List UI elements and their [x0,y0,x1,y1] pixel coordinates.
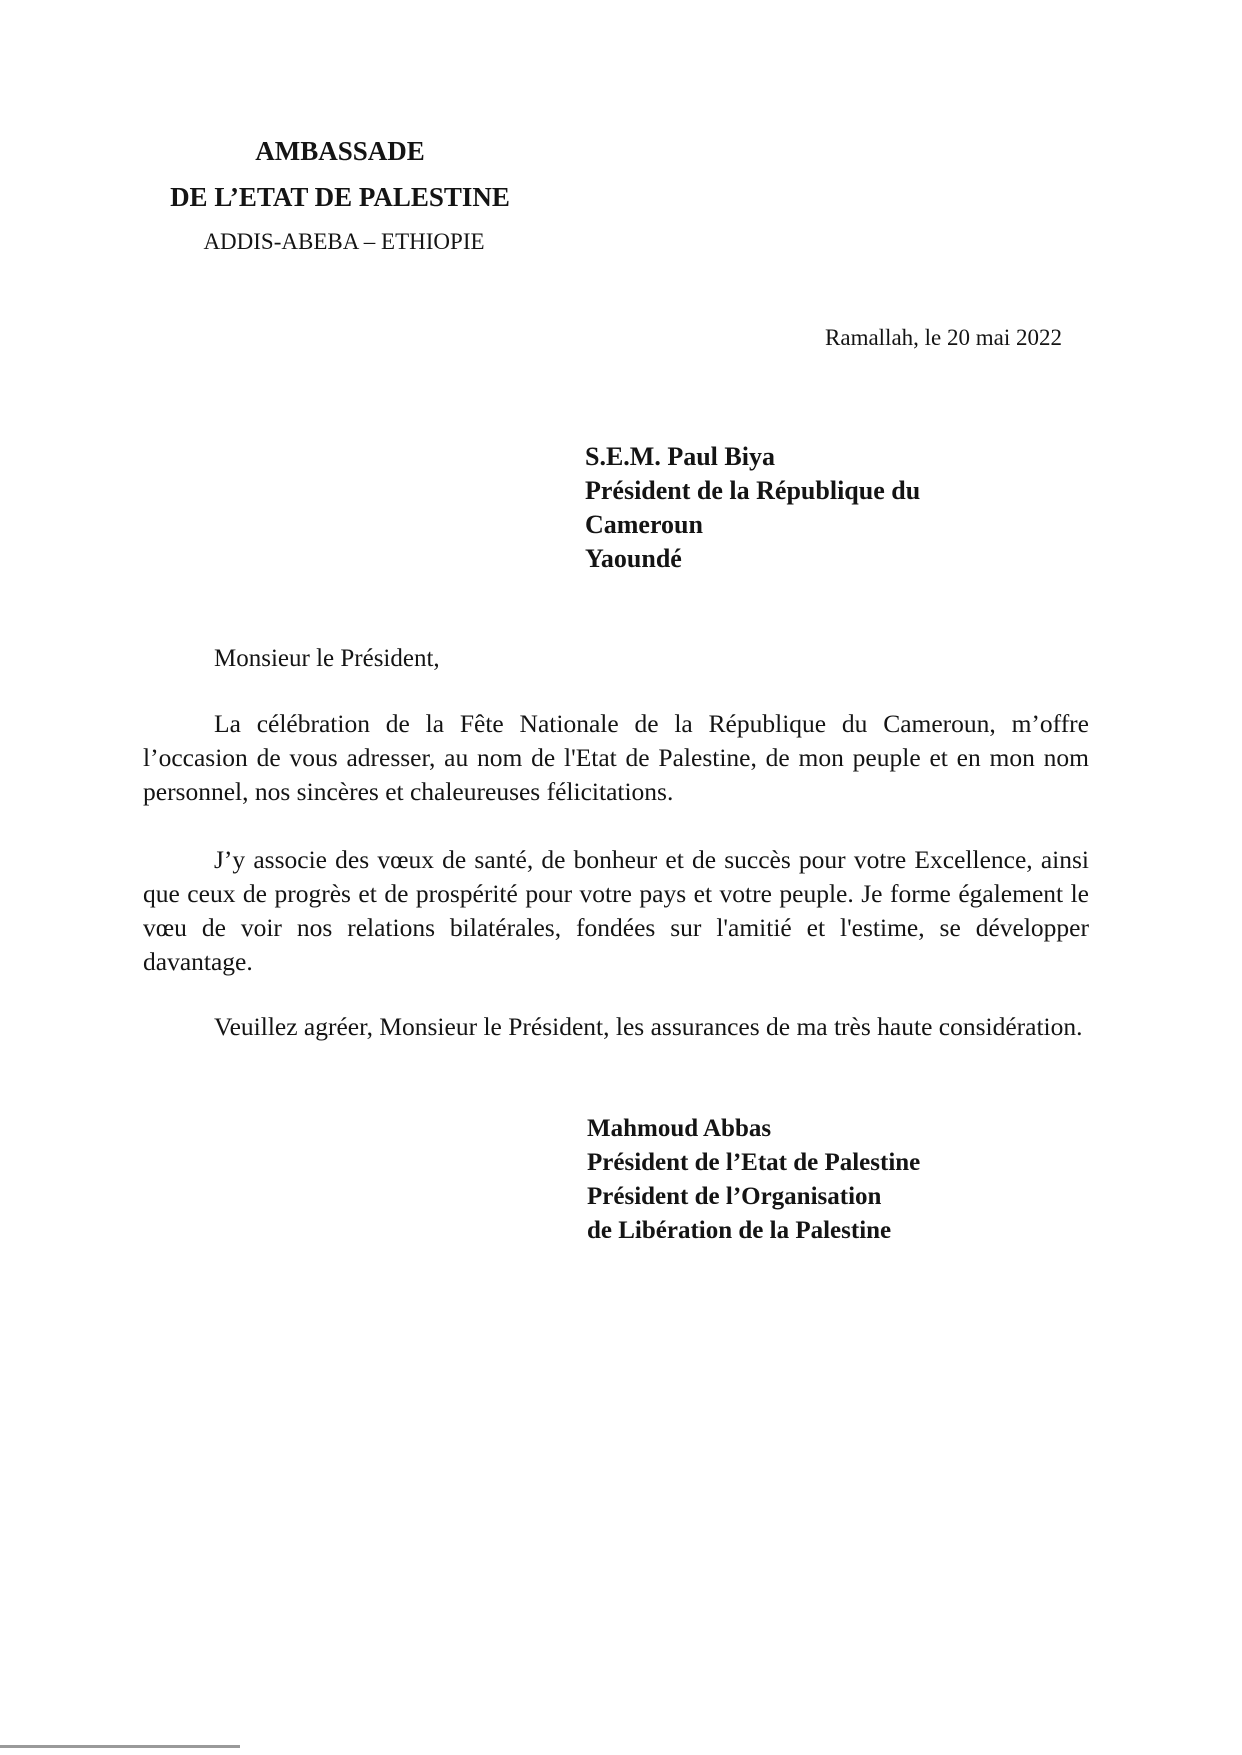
addressee-title: Président de la République du [585,476,921,505]
letterhead-state: DE L’ETAT DE PALESTINE [170,182,510,212]
signatory-title-2: Président de l’Organisation [587,1183,882,1210]
signatory-title-1: Président de l’Etat de Palestine [587,1149,921,1176]
body-paragraph-1: La célébration de la Fête Nationale de la République du Cameroun, m’offre l’occasion de vous adresser, au nom de l'Etat de Palestine, de mon peuple et en mon nom personnel, nos sincères et chaleureuses félicitations. [143,709,1089,806]
body-paragraph-2: J’y associe des vœux de santé, de bonheur et de succès pour votre Excellence, ainsi que ceux de progrès et de prospérité pour votre pays et votre peuple. Je forme également le vœu de voir nos relations bilatérales, fondées sur l'amitié et l'estime, se développer davantage. [143,845,1089,976]
letterhead [140,128,540,262]
body-paragraph-3: Veuillez agréer, Monsieur le Président, les assurances de ma très haute considération. [214,1012,1083,1041]
addressee-city: Yaoundé [585,544,682,573]
signatory-name: Mahmoud Abbas [587,1115,772,1142]
signature-block [587,1112,920,1248]
addressee-country: Cameroun [585,510,703,539]
letter-date: Ramallah, le 20 mai 2022 [825,325,1062,350]
scan-edge-mark [0,1745,240,1748]
letterhead-embassy: AMBASSADE [255,136,425,166]
salutation: Monsieur le Président, [214,645,440,672]
addressee-block [585,440,920,576]
letterhead-location: ADDIS-ABEBA – ETHIOPIE [203,229,485,254]
addressee-name: S.E.M. Paul Biya [585,442,775,471]
signatory-title-3: de Libération de la Palestine [587,1217,892,1244]
